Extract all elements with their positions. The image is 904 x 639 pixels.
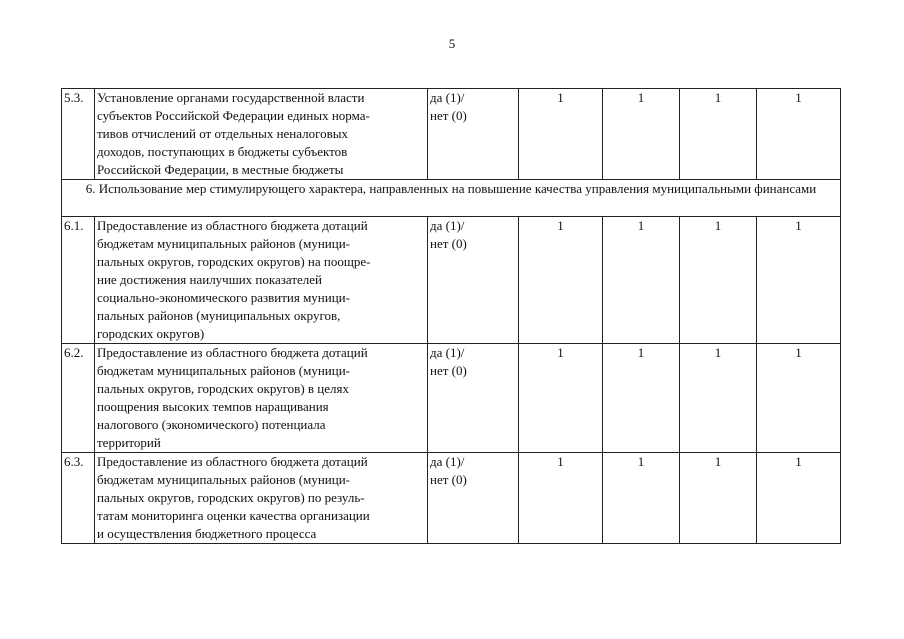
description-line: и осуществления бюджетного процесса: [97, 526, 317, 541]
value-cell: 1: [757, 89, 841, 180]
value-cell: 1: [603, 453, 680, 544]
row-number: 5.3.: [62, 89, 95, 180]
description-line: Предоставление из областного бюджета дотаций: [97, 218, 368, 233]
value-cell: 1: [680, 89, 757, 180]
row-description: [95, 344, 428, 453]
criteria-table: [61, 88, 841, 544]
answer-yes: да (1)/: [430, 454, 465, 469]
description-line: поощрения высоких темпов наращивания: [97, 399, 329, 414]
value-cell: 1: [603, 217, 680, 344]
description-line: пальных округов, городских округов) в целях: [97, 381, 349, 396]
table-row: [62, 217, 841, 344]
value-cell: 1: [680, 344, 757, 453]
answer-yes: да (1)/: [430, 345, 465, 360]
value-cell: 1: [757, 344, 841, 453]
row-description: [95, 89, 428, 180]
description-line: городских округов): [97, 326, 205, 341]
answer-cell: [428, 344, 519, 453]
row-number: 6.2.: [62, 344, 95, 453]
value-cell: 1: [680, 453, 757, 544]
answer-cell: [428, 217, 519, 344]
table-row: [62, 344, 841, 453]
description-line: ние достижения наилучших показателей: [97, 272, 323, 287]
value-cell: 1: [519, 89, 603, 180]
description-line: Предоставление из областного бюджета дотаций: [97, 454, 368, 469]
description-line: татам мониторинга оценки качества организации: [97, 508, 370, 523]
value-cell: 1: [757, 217, 841, 344]
answer-no: нет (0): [430, 363, 467, 378]
answer-cell: [428, 453, 519, 544]
description-line: субъектов Российской Федерации единых норма-: [97, 108, 370, 123]
description-line: Российской Федерации, в местные бюджеты: [97, 162, 344, 177]
section-row: [62, 180, 841, 217]
description-line: бюджетам муниципальных районов (муници-: [97, 236, 350, 251]
value-cell: 1: [519, 217, 603, 344]
description-line: территорий: [97, 435, 161, 450]
value-cell: 1: [519, 344, 603, 453]
row-description: [95, 453, 428, 544]
row-number: 6.3.: [62, 453, 95, 544]
description-line: пальных районов (муниципальных округов,: [97, 308, 341, 323]
description-line: Предоставление из областного бюджета дотаций: [97, 345, 368, 360]
description-line: пальных округов, городских округов) на поощре-: [97, 254, 371, 269]
description-line: налогового (экономического) потенциала: [97, 417, 326, 432]
description-line: бюджетам муниципальных районов (муници-: [97, 472, 350, 487]
description-line: Установление органами государственной власти: [97, 90, 365, 105]
description-line: тивов отчислений от отдельных неналоговых: [97, 126, 349, 141]
answer-yes: да (1)/: [430, 218, 465, 233]
answer-cell: [428, 89, 519, 180]
answer-no: нет (0): [430, 108, 467, 123]
value-cell: 1: [603, 344, 680, 453]
page-number: 5: [448, 36, 456, 51]
description-line: пальных округов, городских округов) по резуль-: [97, 490, 365, 505]
value-cell: 1: [603, 89, 680, 180]
description-line: бюджетам муниципальных районов (муници-: [97, 363, 350, 378]
section-title: 6. Использование мер стимулирующего характера, направленных на повышение качества управления муниципальными финансами: [62, 180, 841, 217]
table-row: [62, 89, 841, 180]
value-cell: 1: [680, 217, 757, 344]
description-line: социально-экономического развития муници-: [97, 290, 350, 305]
value-cell: 1: [519, 453, 603, 544]
row-number: 6.1.: [62, 217, 95, 344]
description-line: доходов, поступающих в бюджеты субъектов: [97, 144, 348, 159]
answer-no: нет (0): [430, 236, 467, 251]
table-row: [62, 453, 841, 544]
answer-yes: да (1)/: [430, 90, 465, 105]
row-description: [95, 217, 428, 344]
value-cell: 1: [757, 453, 841, 544]
answer-no: нет (0): [430, 472, 467, 487]
